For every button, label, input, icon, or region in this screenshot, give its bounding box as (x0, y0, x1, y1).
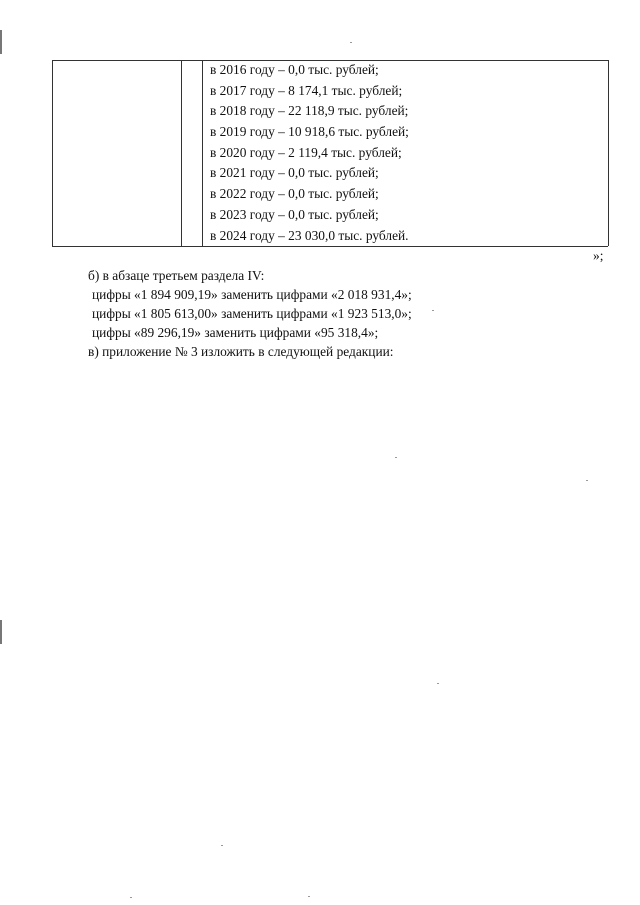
scan-margin-mark (0, 620, 2, 644)
item-b-heading: б) в абзаце третьем раздела IV: (88, 268, 265, 283)
scan-speck (350, 42, 352, 43)
amendments-text (88, 266, 608, 361)
scan-speck (395, 457, 397, 458)
funding-line-2021: в 2021 году – 0,0 тыс. рублей; (210, 165, 379, 181)
replacement-line-1: цифры «1 894 909,19» заменить цифрами «2 018 931,4»; (92, 287, 412, 302)
funding-line-2016: в 2016 году – 0,0 тыс. рублей; (210, 62, 379, 77)
funding-line-2019: в 2019 году – 10 918,6 тыс. рублей; (210, 124, 409, 140)
scan-speck (130, 897, 132, 898)
table-border-left (52, 60, 53, 246)
scan-speck (432, 310, 434, 311)
item-c-heading: в) приложение № 3 изложить в следующей редакции: (88, 344, 394, 359)
funding-line-2018: в 2018 году – 22 118,9 тыс. рублей; (210, 103, 409, 119)
replacement-line-2: цифры «1 805 613,00» заменить цифрами «1 923 513,0»; (92, 306, 412, 321)
table-column-divider (181, 60, 182, 246)
scan-margin-mark (0, 30, 2, 54)
scan-speck (586, 480, 588, 481)
funding-line-2022: в 2022 году – 0,0 тыс. рублей; (210, 186, 379, 202)
funding-by-year-list (210, 60, 605, 246)
funding-line-2023: в 2023 году – 0,0 тыс. рублей; (210, 206, 379, 222)
scan-speck (437, 683, 439, 684)
closing-quote: »; (593, 248, 604, 263)
table-column-divider (202, 60, 203, 246)
scan-speck (308, 896, 310, 897)
scan-speck (221, 845, 223, 846)
funding-line-2020: в 2020 году – 2 119,4 тыс. рублей; (210, 144, 402, 160)
funding-line-2017: в 2017 году – 8 174,1 тыс. рублей; (210, 82, 403, 98)
funding-line-2024: в 2024 году – 23 030,0 тыс. рублей. (210, 227, 409, 243)
replacement-line-3: цифры «89 296,19» заменить цифрами «95 318,4»; (92, 325, 379, 340)
table-border-right (608, 60, 609, 246)
